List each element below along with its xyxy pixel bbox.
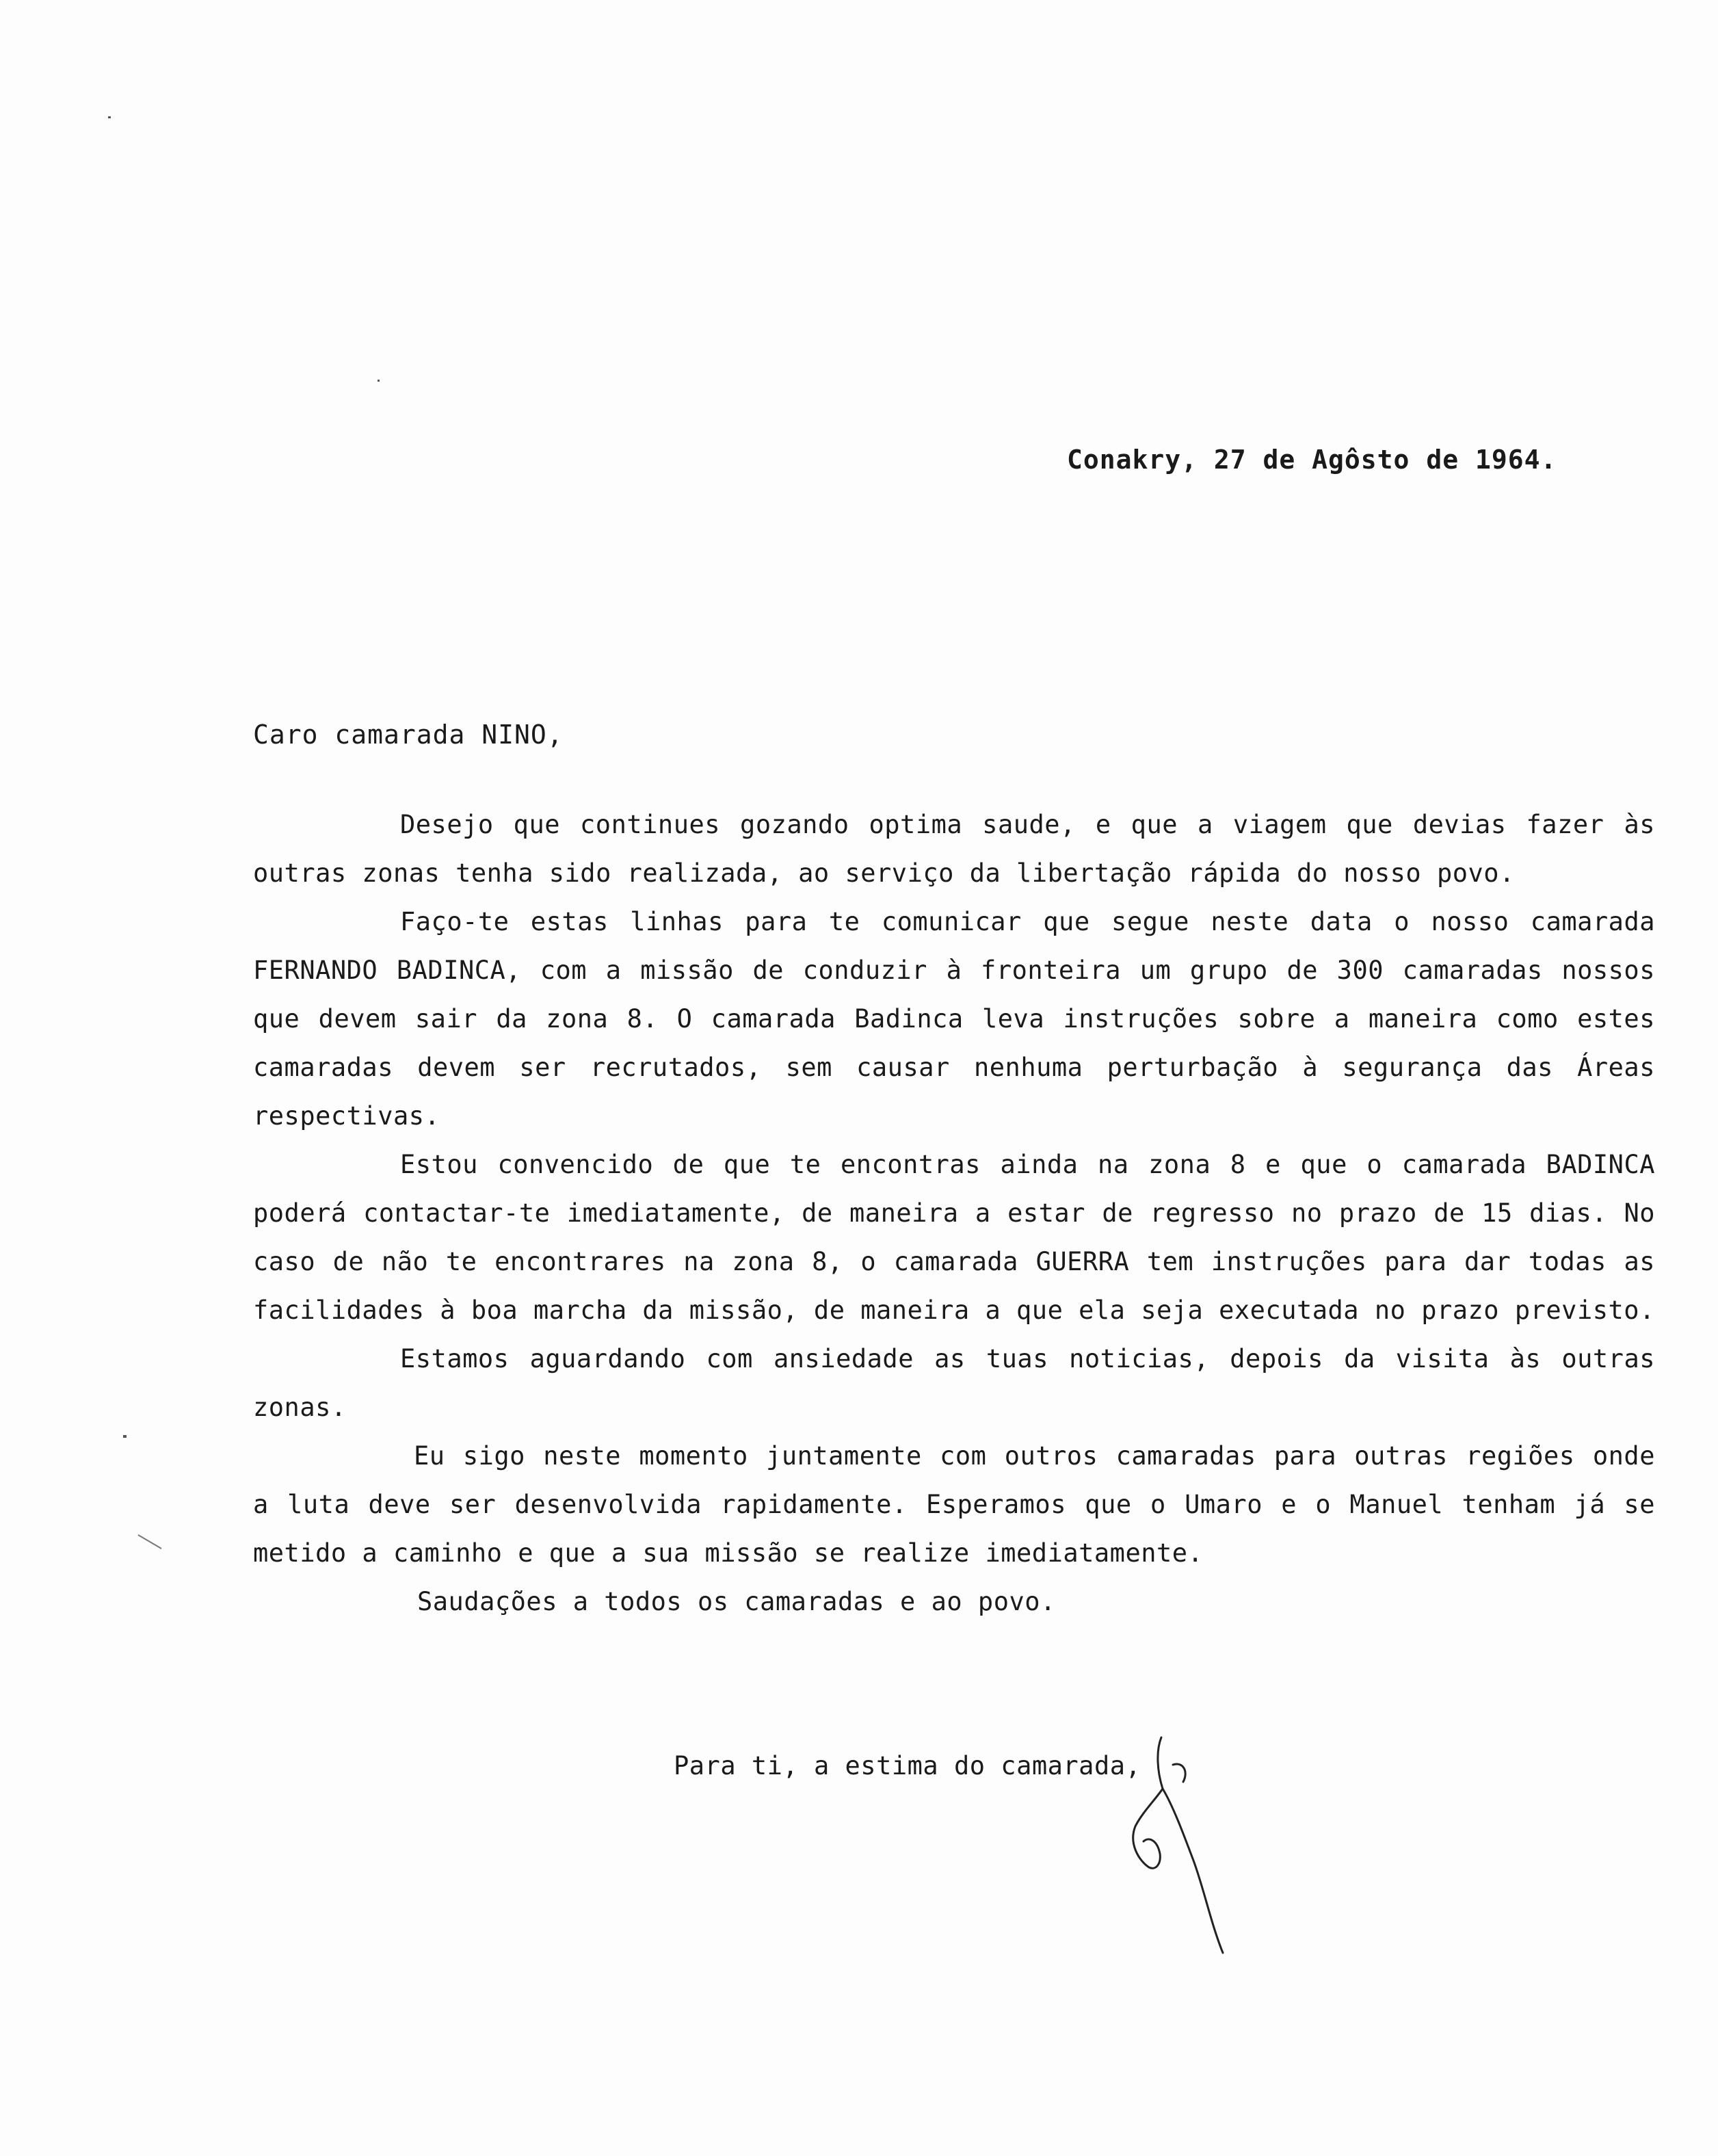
- paragraph-awaiting-news: Estamos aguardando com ansiedade as tuas noticias, depois da visita às outras zonas.: [253, 1344, 1655, 1422]
- handwritten-signature: [1108, 1724, 1245, 1963]
- letter-body: [253, 800, 1655, 1626]
- sign-off: Para ti, a estima do camarada,: [674, 1751, 1141, 1780]
- salutation: Caro camarada NINO,: [253, 720, 564, 750]
- paragraph-greetings: Saudações a todos os camaradas e ao povo.: [417, 1587, 1056, 1616]
- paper-speck: [378, 380, 380, 382]
- paper-speck: [123, 1435, 127, 1438]
- date-line: Conakry, 27 de Agôsto de 1964.: [1067, 445, 1557, 475]
- paper-mark: [137, 1532, 164, 1553]
- paragraph-instructions: Estou convencido de que te encontras ainda na zona 8 e que o camarada BADINCA poderá contactar-te imediatamente, de maneira a estar de regresso no prazo de 15 dias. No caso de não te encontrares na zona 8, o camarada GUERRA tem instruções para dar todas as facilidades à boa marcha da missão, de maneira a que ela seja executada no prazo previsto.: [253, 1150, 1655, 1325]
- paragraph-greeting: Desejo que continues gozando optima saude, e que a viagem que devias fazer às outras zonas tenha sido realizada, ao serviço da libertação rápida do nosso povo.: [253, 810, 1655, 888]
- paragraph-mission: Faço-te estas linhas para te comunicar que segue neste data o nosso camarada FERNANDO BADINCA, com a missão de conduzir à fronteira um grupo de 300 camaradas nossos que devem sair da zona 8. O camarada Badinca leva instruções sobre a maneira como estes camaradas devem ser recrutados, sem causar nenhuma perturbação à segurança das Áreas respectivas.: [253, 907, 1655, 1131]
- paragraph-departure: Eu sigo neste momento juntamente com outros camaradas para outras regiões onde a luta deve ser desenvolvida rapidamente. Esperamos que o Umaro e o Manuel tenham já se metido a caminho e que a sua missão se realize imediatamente.: [253, 1441, 1655, 1568]
- paper-speck: [108, 116, 111, 118]
